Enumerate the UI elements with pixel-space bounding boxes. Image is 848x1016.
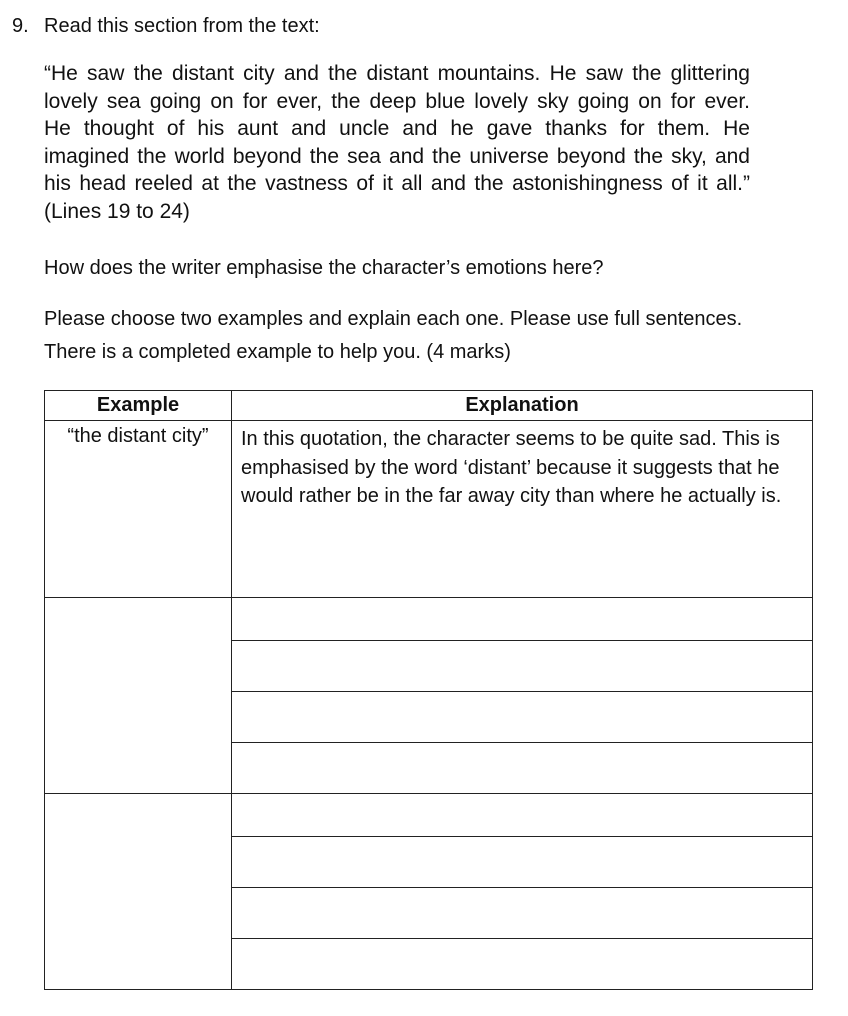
passage-line: “He saw the distant city and the distant mountains. He saw the glittering: [44, 62, 750, 85]
explanation-answer-line[interactable]: [232, 743, 813, 794]
quoted-passage: [44, 60, 750, 226]
passage-line: He thought of his aunt and uncle and he gave thanks for them. He: [44, 117, 750, 141]
answer-row-1: [45, 598, 813, 641]
explanation-answer-line[interactable]: [232, 888, 813, 939]
explanation-answer-line[interactable]: [232, 598, 813, 641]
explanation-answer-line[interactable]: [232, 939, 813, 990]
explanation-answer-line[interactable]: [232, 794, 813, 837]
question-heading: Read this section from the text:: [44, 15, 320, 37]
example-quote: “the distant city”: [45, 421, 232, 598]
example-explanation: In this quotation, the character seems to be quite sad. This is emphasised by the word ‘distant’ because it suggests that he would rather be in the far away city than where he actually is.: [232, 421, 813, 598]
table-header-row: [45, 391, 813, 421]
example-answer-field-1[interactable]: [45, 598, 232, 794]
example-column-header: Example: [45, 391, 232, 421]
answer-table: [44, 390, 813, 990]
line-reference: (Lines 19 to 24): [44, 199, 190, 223]
question-prompt: How does the writer emphasise the character’s emotions here?: [44, 257, 604, 279]
example-answer-field-2[interactable]: [45, 794, 232, 990]
question-number: 9.: [12, 15, 29, 37]
explanation-answer-line[interactable]: [232, 837, 813, 888]
passage-line: lovely sea going on for ever, the deep blue lovely sky going on for ever.: [44, 89, 750, 113]
answer-row-2: [45, 794, 813, 837]
explanation-column-header: Explanation: [232, 391, 813, 421]
question-instructions: Please choose two examples and explain each one. Please use full sentences. There is a completed example to help you. (4 marks): [44, 308, 743, 363]
explanation-answer-line[interactable]: [232, 692, 813, 743]
explanation-answer-line[interactable]: [232, 641, 813, 692]
passage-line: imagined the world beyond the sea and the universe beyond the sky, and: [44, 144, 750, 168]
passage-line: his head reeled at the vastness of it all and the astonishingness of it all.”: [44, 172, 750, 196]
completed-example-row: [45, 421, 813, 598]
